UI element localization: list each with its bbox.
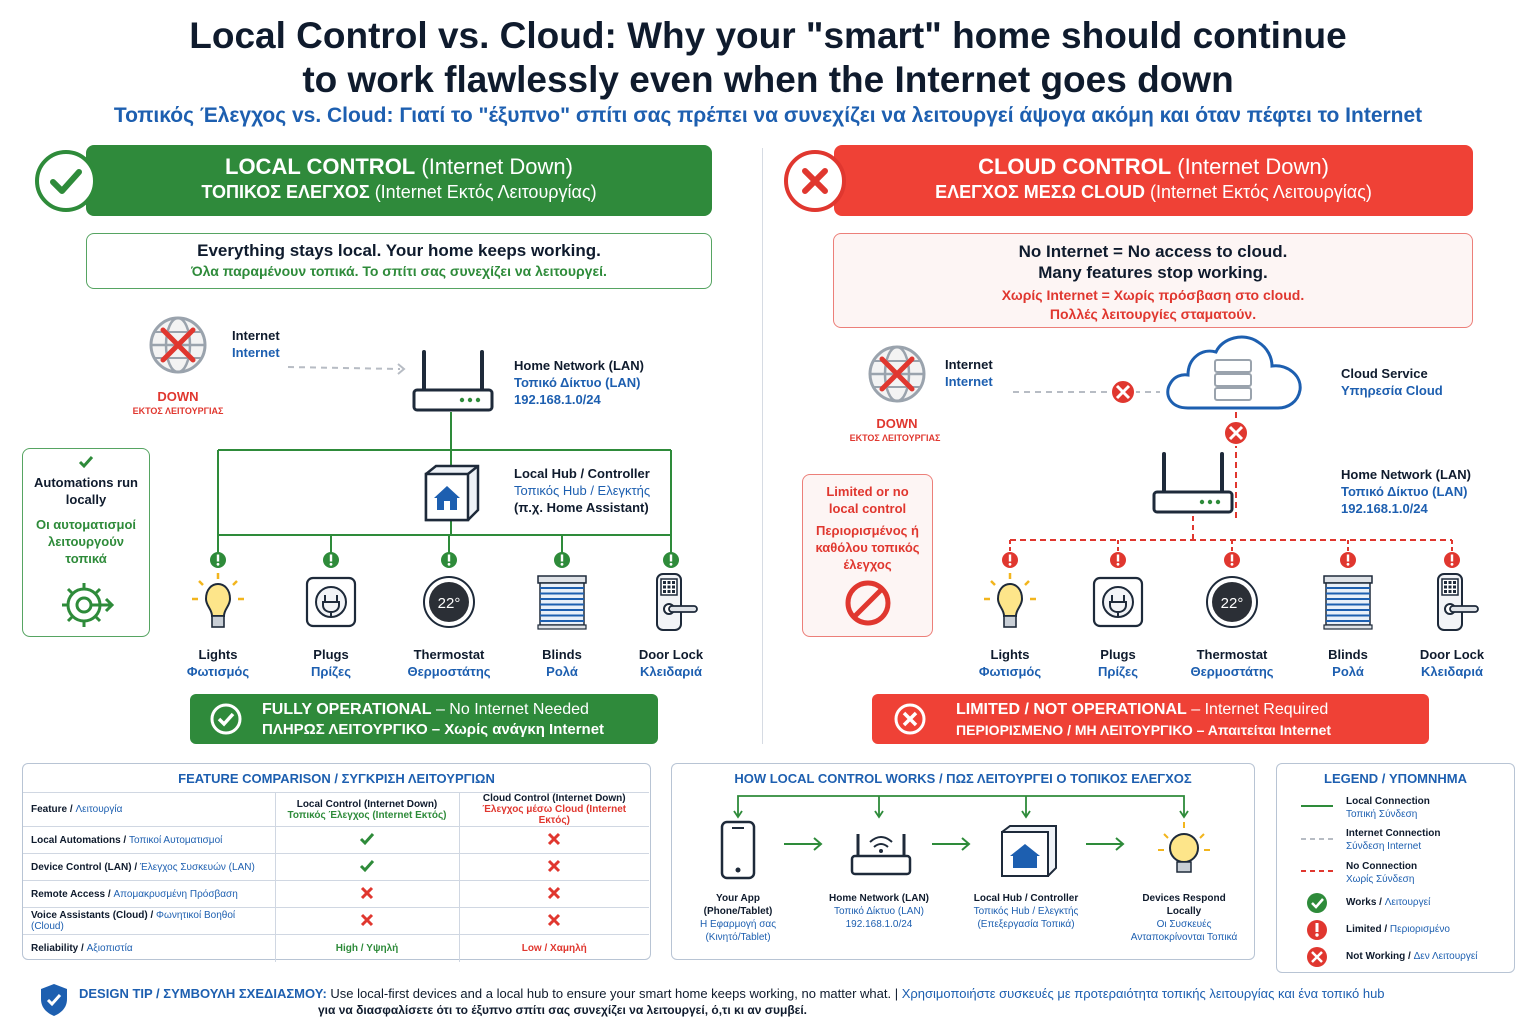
cloud-down-label: DOWN [876,416,918,431]
cloud-down-label-gr: ΕΚΤΟΣ ΛΕΙΤΟΥΡΓΙΑΣ [849,433,941,443]
x-mark-icon [547,859,561,873]
device-label: Thermostat Θερμοστάτης [1190,647,1274,679]
limited-badge-icon [1001,551,1019,569]
x-mark-icon [547,886,561,900]
how-it-works-panel [671,763,1255,960]
automations-box: Automations run locally Οι αυτοματισμοί λειτουργούν τοπικά [22,448,150,637]
legend-item: Not Working / Δεν Λειτουργεί [1346,951,1478,962]
cloud-lan-label-gr: Τοπικό Δίκτυο (LAN) [1341,484,1468,499]
local-lan-ip: 192.168.1.0/24 [514,392,601,407]
device-label: Door Lock Κλειδαριά [1419,647,1485,679]
x-mark-icon [360,913,374,927]
comparison-table: Feature / Λειτουργία Local Control (Internet Down) Τοπικός Έλεγχος (Internet Εκτός) Cloud Control (Internet Down) Έλεγχος μέσω Cloud (Internet Εκτός) Local Automations / Τοπικοί Αυτοματισμοί Device Control (LAN) / Έλεγχος Συσκευών (LAN) Remote Access / Απομακρυσμένη Πρόσβαση Voice Assistants (Cloud) / Φωνητικοί Βοηθοί (Cloud) Reliability / Αξιοπιστία High / Υψηλή Low / Χαμηλή [23,792,649,962]
limited-badge-icon [1223,551,1241,569]
x-mark-icon [547,913,561,927]
local-hub-label: Local Hub / Controller [514,466,650,481]
device-label: Door Lock Κλειδαριά [638,647,704,679]
cloud-header: CLOUD CONTROL (Internet Down) ΕΛΕΓΧΟΣ ΜΕΣΩ CLOUD (Internet Εκτός Λειτουργίας) [834,145,1473,216]
device-label: Lights Φωτισμός [978,647,1042,679]
limited-badge-icon [1339,551,1357,569]
check-mark-icon [359,859,375,873]
how-step-label: Your App (Phone/Tablet) Η Εφαρμογή σας (Κινητό/Tablet) [699,893,777,943]
comparison-row: Reliability / Αξιοπιστία High / Υψηλή Low / Χαμηλή [23,935,649,962]
comparison-row: Local Automations / Τοπικοί Αυτοματισμοί [23,827,649,854]
local-internet-label: Internet [232,328,280,343]
legend-item: No Connection Χωρίς Σύνδεση [1346,861,1418,885]
cloud-status-bar: LIMITED / NOT OPERATIONAL – Internet Required ΠΕΡΙΟΡΙΣΜΕΝΟ / ΜΗ ΛΕΙΤΟΥΡΓΙΚΟ – Απαιτείται Internet [872,694,1429,744]
cloud-lan-label: Home Network (LAN) [1341,467,1472,482]
cloud-service-label: Cloud Service [1341,366,1428,381]
cloud-service-label-gr: Υπηρεσία Cloud [1341,383,1443,398]
local-lan-label-gr: Τοπικό Δίκτυο (LAN) [514,375,641,390]
cloud-server-icon [1160,330,1308,414]
x-mark-icon [360,886,374,900]
device-label: Plugs Πρίζες [311,647,351,679]
local-internet-label-gr: Internet [232,345,280,360]
device-label: Lights Φωτισμός [186,647,250,679]
local-lan-label: Home Network (LAN) [514,358,645,373]
x-mark-icon [547,832,561,846]
svg-text:22°: 22° [1220,595,1244,612]
plug-icon [1087,571,1149,638]
legend-item: Local Connection Τοπική Σύνδεση [1346,796,1430,820]
legend-item: Internet Connection Σύνδεση Internet [1346,828,1441,852]
thermostat-icon [1201,571,1263,638]
limited-control-box: Limited or no local control Περιορισμένος ή καθόλου τοπικός έλεγχος [802,474,933,637]
design-tip-line-2: για να διασφαλίσετε ότι το έξυπνο σπίτι σας συνεχίζει να λειτουργεί, ό,τι κι αν συμβεί. [318,1003,808,1017]
prohibited-icon [844,579,892,627]
legend-item: Limited / Περιορισμένο [1346,924,1450,935]
feature-comparison-panel [22,763,651,960]
status-x-icon [894,703,926,735]
comparison-row: Device Control (LAN) / Έλεγχος Συσκευών (LAN) [23,854,649,881]
local-hub-label-gr: Τοπικός Hub / Ελεγκτής [514,483,651,498]
device-label: Blinds Ρολά [542,647,582,679]
device-label: Plugs Πρίζες [1098,647,1138,679]
subtitle: Τοπικός Έλεγχος vs. Cloud: Γιατί το "έξυπνο" σπίτι σας πρέπει να συνεχίζει να λειτουργεί άψογα ακόμη και όταν πέφτει το Internet [113,104,1423,127]
how-title: HOW LOCAL CONTROL WORKS / ΠΩΣ ΛΕΙΤΟΥΡΓΕΙ Ο ΤΟΠΙΚΟΣ ΕΛΕΓΧΟΣ [734,771,1192,786]
local-status-bar: FULLY OPERATIONAL – No Internet Needed ΠΛΗΡΩΣ ΛΕΙΤΟΥΡΓΙΚΟ – Χωρίς ανάγκη Internet [190,694,658,744]
local-header: LOCAL CONTROL (Internet Down) ΤΟΠΙΚΟΣ ΕΛΕΓΧΟΣ (Internet Εκτός Λειτουργίας) [86,145,712,216]
local-down-label: DOWN [157,389,199,404]
wifi-router-icon [852,834,910,874]
door-lock-icon [1421,571,1483,638]
local-message-box: Everything stays local. Your home keeps working. Όλα παραμένουν τοπικά. Το σπίτι σας συνεχίζει να λειτουργεί. [86,233,712,289]
how-step-label: Devices Respond Locally Οι Συσκευές Ανταποκρίνονται Τοπικά [1130,893,1238,943]
cloud-internet-label-gr: Internet [945,374,993,389]
comparison-row: Remote Access / Απομακρυσμένη Πρόσβαση [23,881,649,908]
legend-not-working-icon [1307,947,1327,967]
how-step-label: Local Hub / Controller Τοπικός Hub / Ελεγκτής (Επεξεργασία Τοπικά) [973,893,1079,930]
cloud-router-icon [1150,450,1236,516]
legend-panel [1276,763,1515,973]
limited-badge-icon [1443,551,1461,569]
local-down-label-gr: ΕΚΤΟΣ ΛΕΙΤΟΥΡΓΙΑΣ [132,406,224,416]
hub-small-icon [1002,826,1056,876]
legend-limited-icon [1307,920,1327,940]
cloud-internet-label: Internet [945,357,993,372]
device-label: Blinds Ρολά [1328,647,1368,679]
shield-check-icon [38,982,70,1018]
design-tip: DESIGN TIP / ΣΥΜΒΟΥΛΗ ΣΧΕΔΙΑΣΜΟΥ: Use local-first devices and a local hub to ensure your smart home keeps working, no matter what. | Χρησιμοποιήστε συσκευές με προτεραιότητα τοπικής λειτουργίας και ένα τοπικό hub [79,986,1385,1001]
comparison-title: FEATURE COMPARISON / ΣΥΓΚΡΙΣΗ ΛΕΙΤΟΥΡΓΙΩΝ [178,771,495,786]
cloud-lan-ip: 192.168.1.0/24 [1341,501,1428,516]
legend-item: Works / Λειτουργεί [1346,897,1431,908]
local-hub-example: (π.χ. Home Assistant) [514,500,649,515]
title-line-1: Local Control vs. Cloud: Why your "smart" home should continue [189,15,1347,56]
phone-icon [722,822,754,878]
cloud-message-box: No Internet = No access to cloud. Many features stop working. Χωρίς Internet = Χωρίς πρόσβαση στο cloud. Πολλές λειτουργίες σταματούν. [833,233,1473,328]
title-line-2: to work flawlessly even when the Internet goes down [302,59,1234,100]
blinds-icon [1317,571,1379,638]
device-label: Thermostat Θερμοστάτης [407,647,491,679]
limited-badge-icon [1109,551,1127,569]
bulb-small-icon [1158,822,1210,872]
svg-text:22°: 22° [437,595,461,612]
bulb-icon [979,571,1041,638]
legend-title: LEGEND / ΥΠΟΜΝΗΜΑ [1324,771,1467,786]
how-step-label: Home Network (LAN) Τοπικό Δίκτυο (LAN) 192.168.1.0/24 [828,893,929,930]
check-mark-icon [359,832,375,846]
legend-works-icon [1307,893,1327,913]
comparison-row: Voice Assistants (Cloud) / Φωνητικοί Βοηθοί (Cloud) [23,908,649,935]
